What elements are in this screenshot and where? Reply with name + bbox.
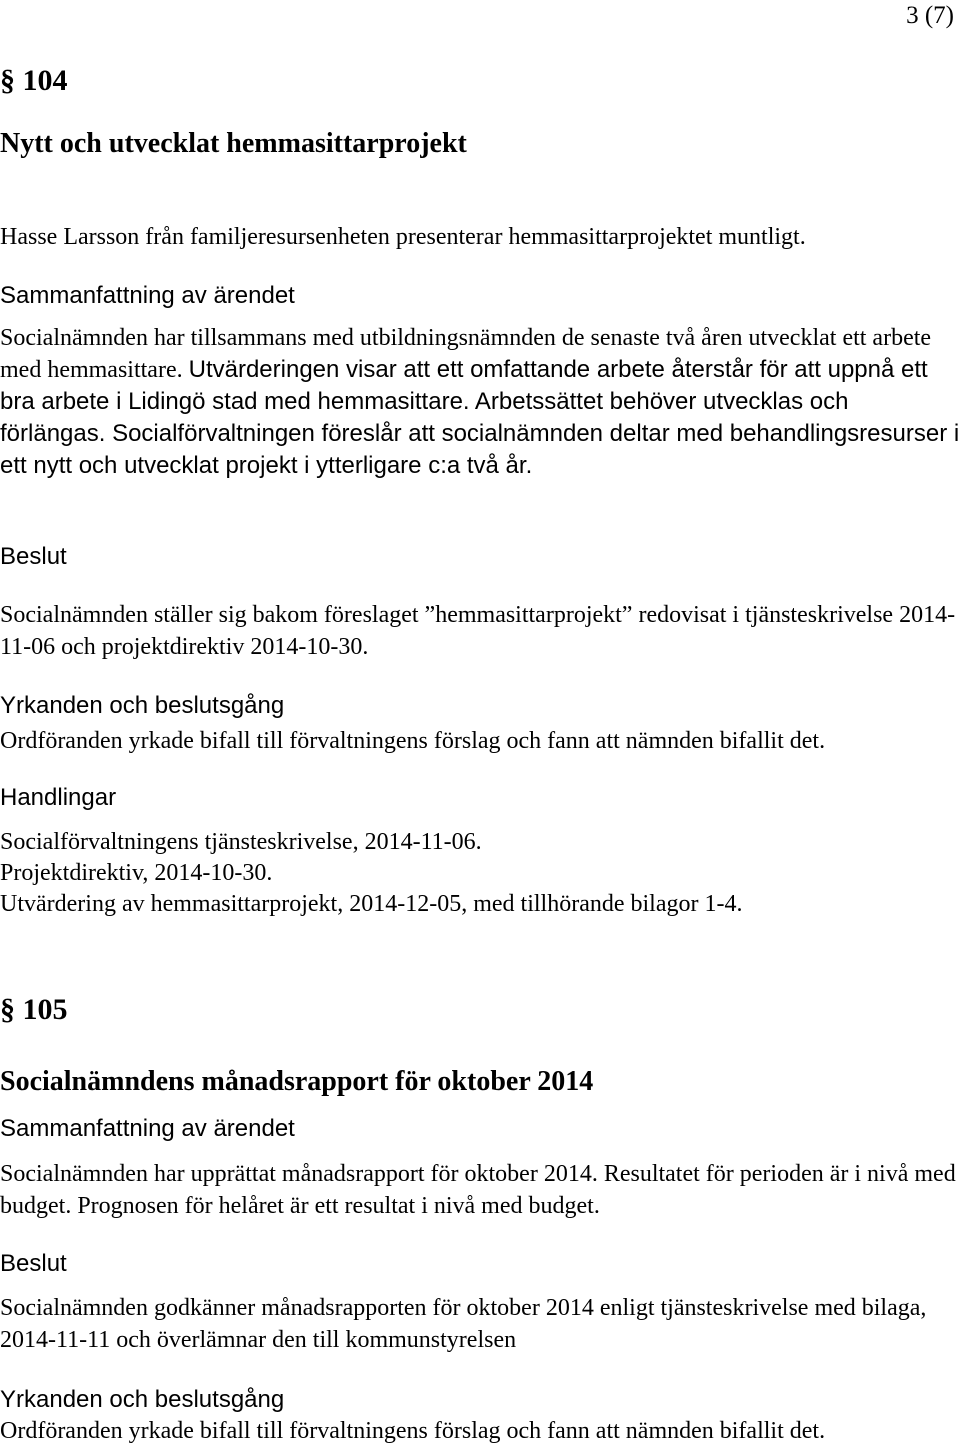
- section-104-decision-text: Socialnämnden ställer sig bakom föreslaget ”hemmasittarprojekt” redovisat i tjänsteskrivelse 2014-11-06 och projektdirektiv 2014-10-30.: [0, 602, 956, 660]
- section-104-summary-part1: Socialnämnden har tillsammans med utbildningsnämnden de senaste två åren utvecklat ett arbete med hemmasittare.: [0, 325, 932, 383]
- section-105-decision-heading: Beslut: [0, 1250, 67, 1277]
- section-104-title: Nytt och utvecklat hemmasittarprojekt: [0, 128, 467, 159]
- section-105-motions-text: Ordföranden yrkade bifall till förvaltningens förslag och fann att nämnden bifallit det.: [0, 1418, 826, 1444]
- section-104-number: § 104: [0, 64, 68, 97]
- section-104-document-item: Projektdirektiv, 2014-10-30.: [0, 860, 273, 886]
- section-105-title: Socialnämndens månadsrapport för oktober 2014: [0, 1066, 594, 1097]
- section-104-document-item: Utvärdering av hemmasittarprojekt, 2014-12-05, med tillhörande bilagor 1-4.: [0, 891, 743, 917]
- section-104-summary-text: [0, 322, 960, 482]
- section-105-decision-text: Socialnämnden godkänner månadsrapporten för oktober 2014 enligt tjänsteskrivelse med bilaga, 2014-11-11 och överlämnar den till kommunstyrelsen: [0, 1295, 927, 1353]
- section-104-intro: Hasse Larsson från familjeresursenheten presenterar hemmasittarprojektet muntligt.: [0, 224, 806, 250]
- section-104-documents-heading: Handlingar: [0, 784, 117, 811]
- section-104-decision-heading: Beslut: [0, 543, 67, 570]
- section-104-summary-part2: Utvärderingen visar att ett omfattande arbete återstår för att uppnå ett bra arbete i Lidingö stad med hemmasittare. Arbetssättet behöver utvecklas och förlängas. Socialförvaltningen föreslår att socialnämnden deltar med behandlingsresurser i ett nytt och utvecklat projekt i ytterligare c:a två år.: [0, 356, 960, 479]
- section-104-summary-heading: Sammanfattning av ärendet: [0, 282, 295, 309]
- section-104-motions-heading: Yrkanden och beslutsgång: [0, 692, 285, 719]
- section-105-motions-heading: Yrkanden och beslutsgång: [0, 1386, 285, 1413]
- section-105-summary-text: Socialnämnden har upprättat månadsrapport för oktober 2014. Resultatet för perioden är i nivå med budget. Prognosen för helåret är ett resultat i nivå med budget.: [0, 1161, 956, 1219]
- section-105-summary-heading: Sammanfattning av ärendet: [0, 1115, 295, 1142]
- page-number: 3 (7): [906, 2, 954, 29]
- section-104-document-item: Socialförvaltningens tjänsteskrivelse, 2014-11-06.: [0, 829, 482, 855]
- section-104-motions-text: Ordföranden yrkade bifall till förvaltningens förslag och fann att nämnden bifallit det.: [0, 728, 826, 754]
- section-105-number: § 105: [0, 993, 68, 1026]
